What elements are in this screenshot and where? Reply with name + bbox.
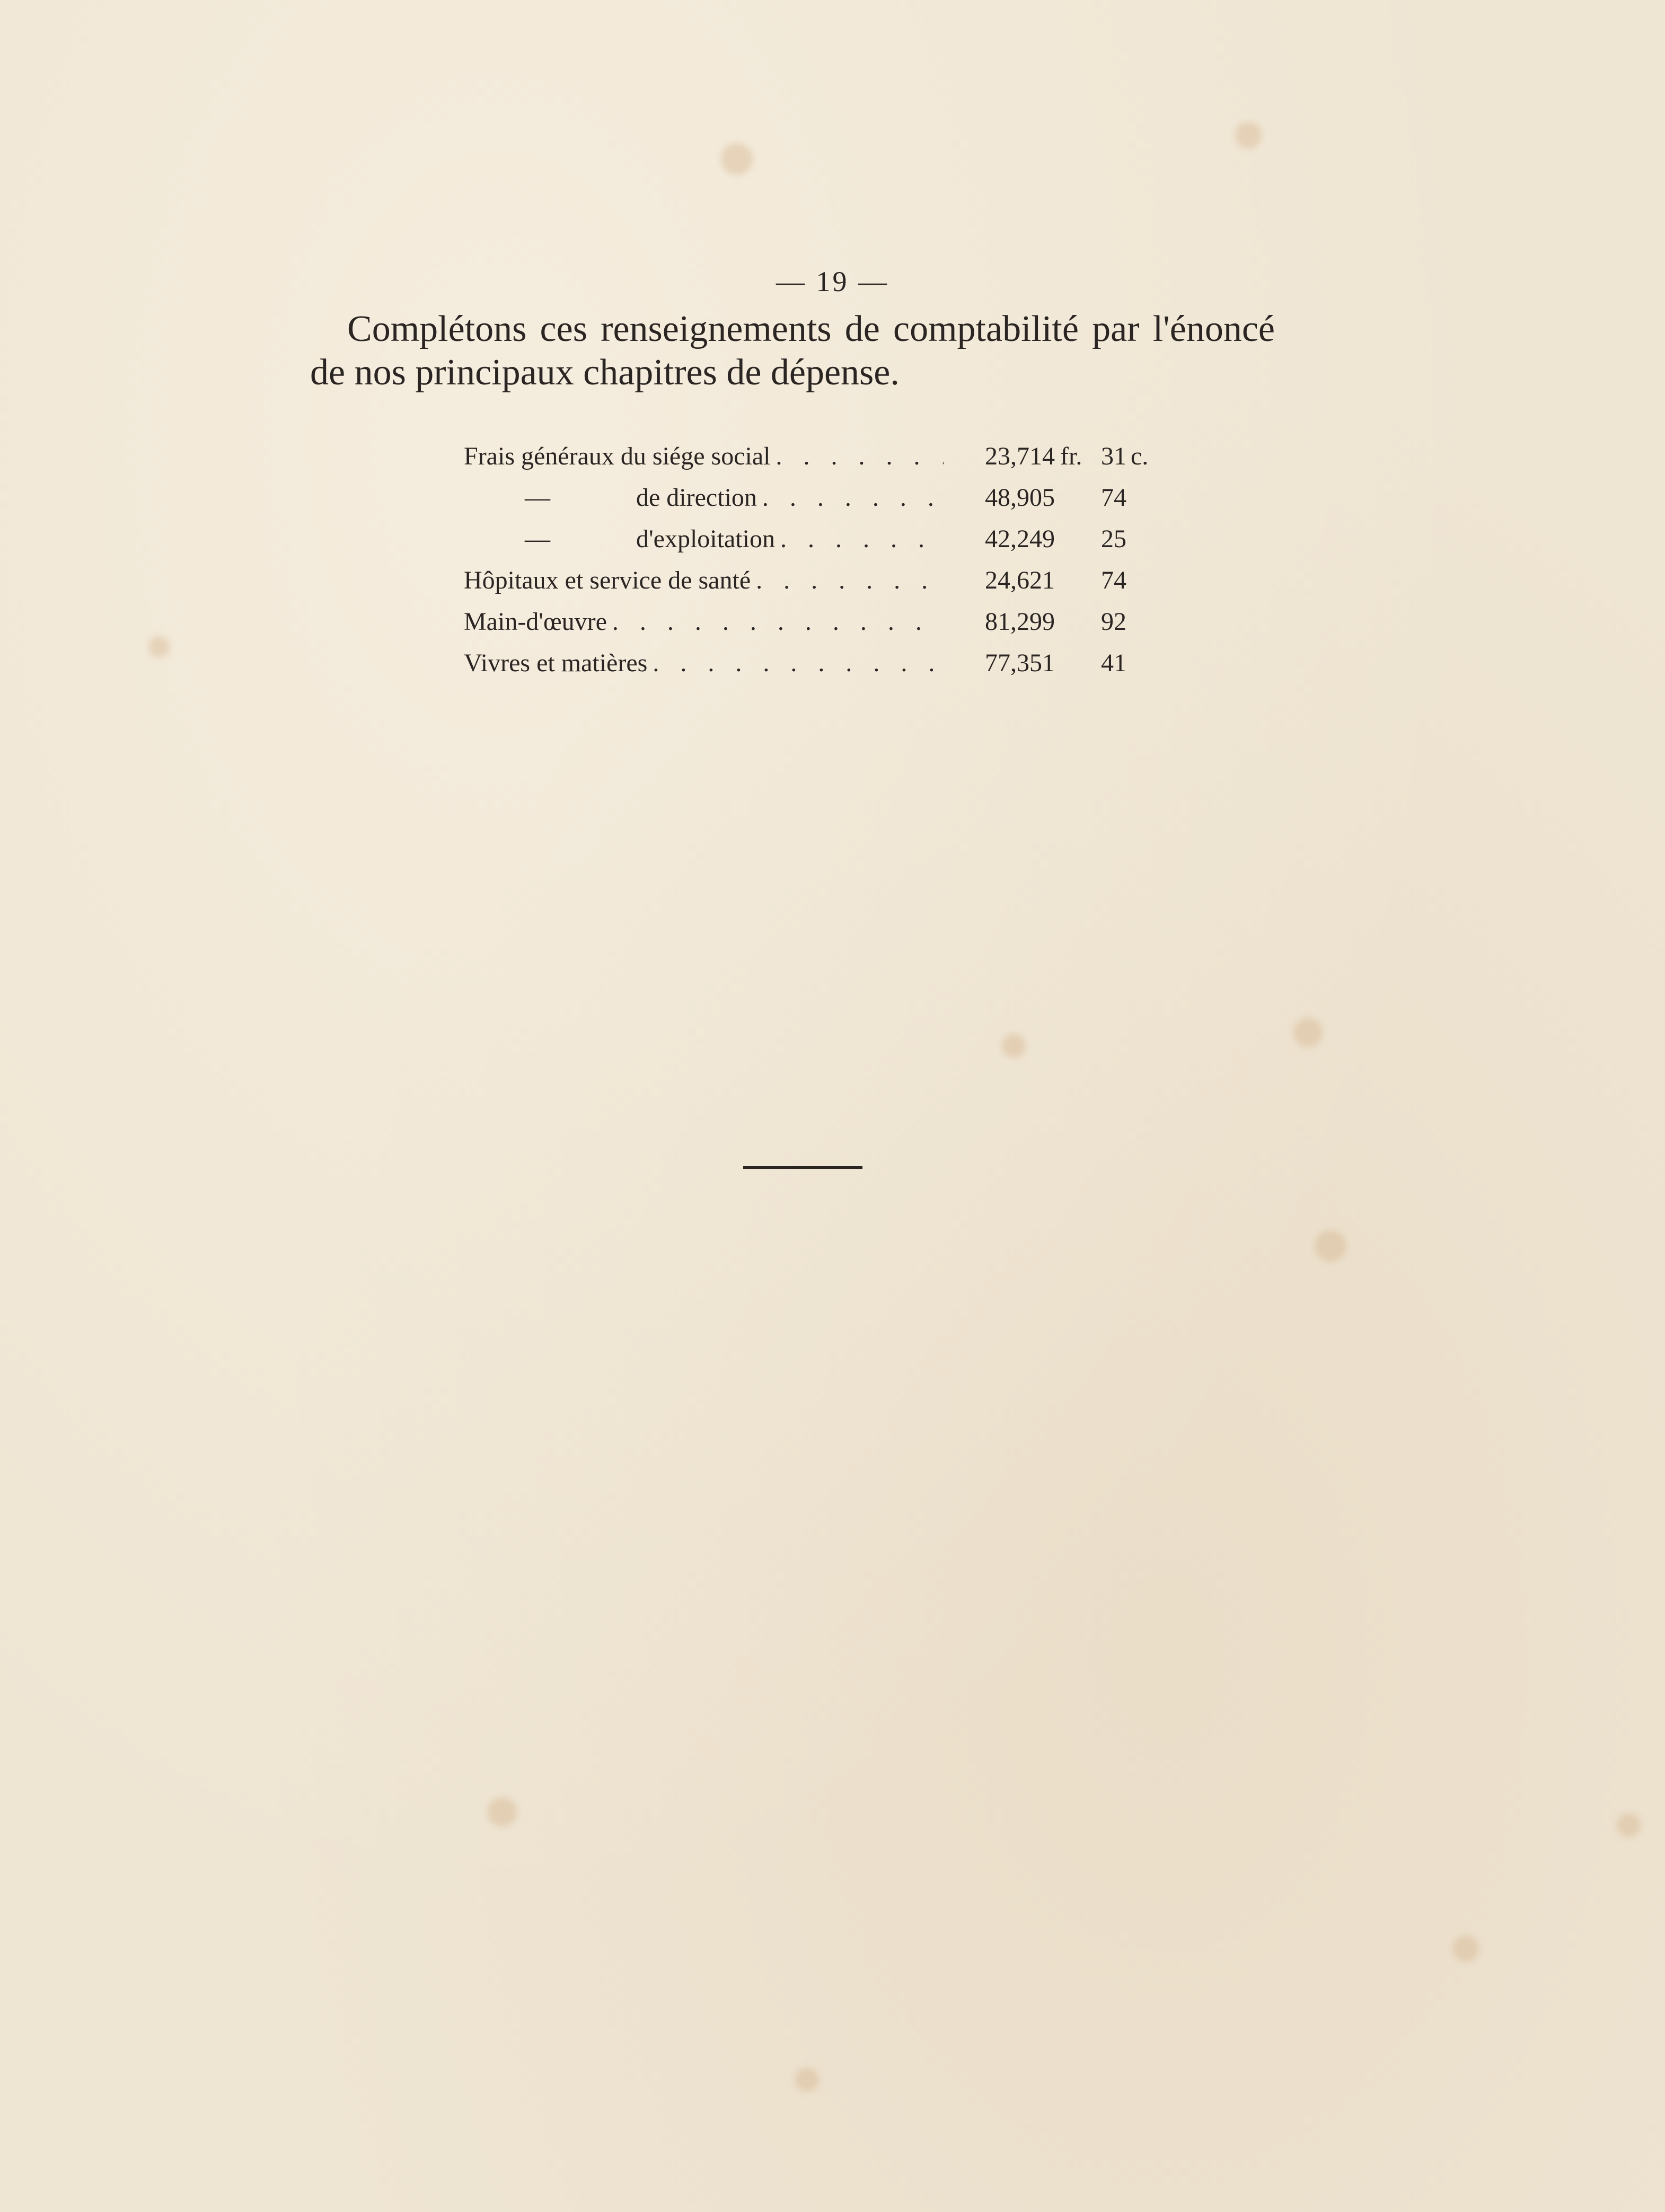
expense-row <box>464 601 1148 643</box>
ditto-mark: — <box>525 484 550 512</box>
dot-leader <box>775 519 944 560</box>
expense-francs: 81,299 <box>985 608 1055 636</box>
paper-stain <box>1293 1018 1323 1047</box>
expense-row <box>464 477 1148 519</box>
expense-francs: 24,621 <box>985 566 1055 594</box>
paper-stain <box>148 636 170 657</box>
expense-label: Vivres et matières <box>464 649 648 677</box>
intro-paragraph <box>310 308 1275 394</box>
expense-cents: 74 <box>1101 484 1126 512</box>
expense-row <box>464 519 1148 560</box>
dot-leader <box>757 477 944 519</box>
francs-unit: fr. <box>1060 442 1082 470</box>
expense-row <box>464 436 1148 477</box>
expense-cents: 41 <box>1101 649 1126 677</box>
intro-line: Complétons ces renseignements de comptabilité par l'énoncé <box>347 309 1275 349</box>
cents-unit: c. <box>1131 442 1149 470</box>
dot-leader <box>770 436 944 477</box>
paper-stain <box>1315 1230 1346 1262</box>
expense-francs: 48,905 <box>985 484 1055 512</box>
expense-cents: 31 <box>1101 442 1126 470</box>
paper-stain <box>1002 1034 1026 1058</box>
paper-stain <box>1235 122 1262 148</box>
expense-label: d'exploitation <box>636 525 775 553</box>
expense-table <box>464 436 1148 684</box>
ditto-mark: — <box>525 525 550 553</box>
dot-leader <box>751 560 944 601</box>
expense-cents: 74 <box>1101 566 1126 594</box>
intro-line: de nos principaux chapitres de dépense. <box>310 352 900 393</box>
expense-francs: 23,714 <box>985 442 1055 470</box>
expense-cents: 25 <box>1101 525 1126 553</box>
expense-label: Hôpitaux et service de santé <box>464 566 751 594</box>
expense-label: de direction <box>636 484 757 512</box>
expense-row <box>464 643 1148 684</box>
expense-label: Main-d'œuvre <box>464 608 607 636</box>
expense-francs: 77,351 <box>985 649 1055 677</box>
section-divider-rule <box>743 1166 862 1169</box>
expense-cents: 92 <box>1101 608 1126 636</box>
paper-stain <box>721 143 753 175</box>
paper-stain <box>795 2068 819 2092</box>
expense-label: Frais généraux du siége social <box>464 442 771 470</box>
expense-francs: 42,249 <box>985 525 1055 553</box>
paper-stain <box>1452 1935 1479 1962</box>
expense-row <box>464 560 1148 601</box>
dot-leader <box>607 601 944 643</box>
page-number: — 19 — <box>776 266 889 297</box>
paper-stain <box>1617 1813 1641 1837</box>
dot-leader <box>647 643 944 684</box>
paper-stain <box>488 1797 517 1827</box>
